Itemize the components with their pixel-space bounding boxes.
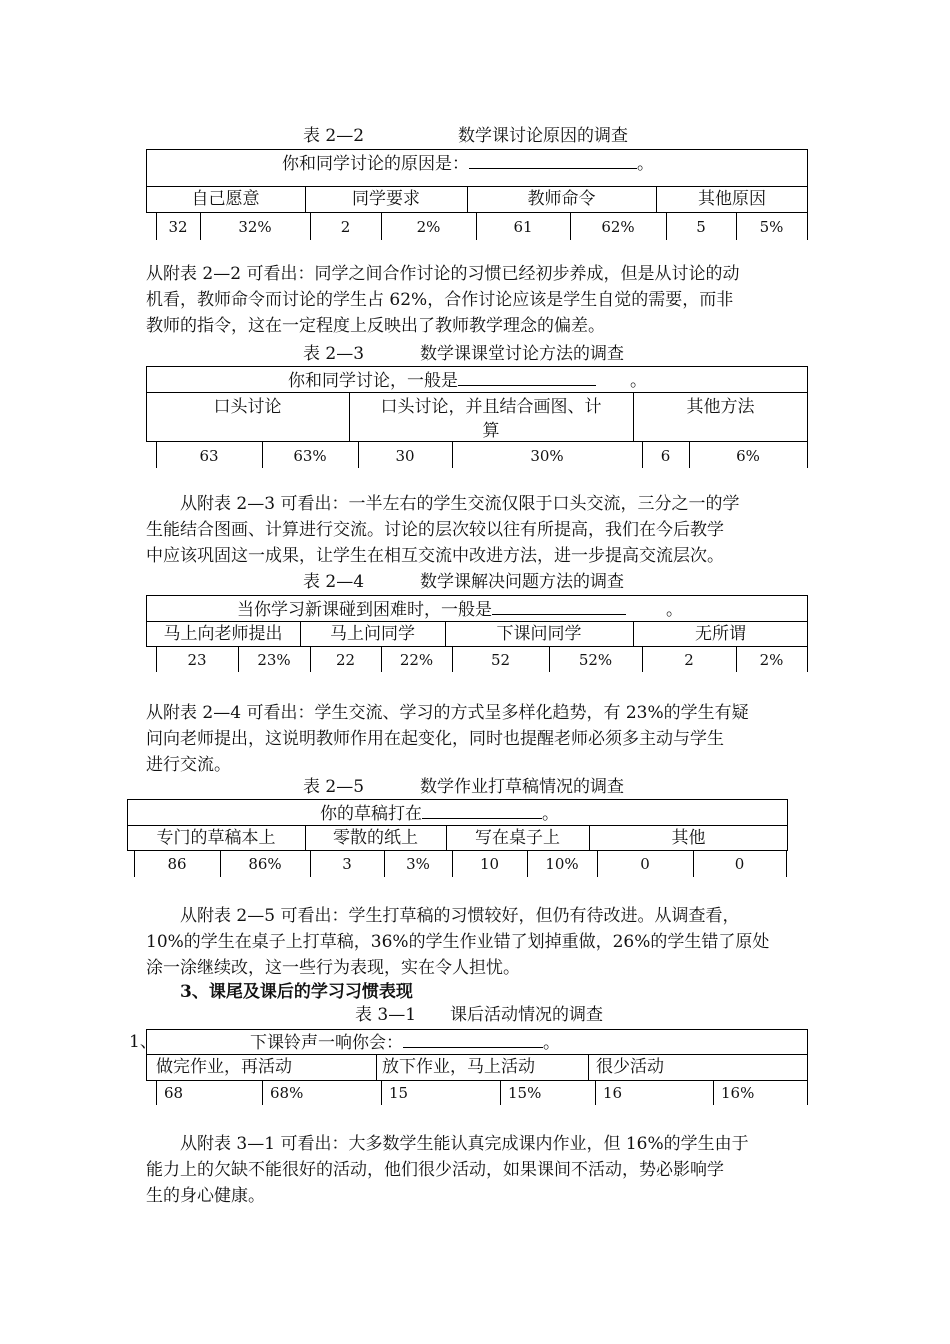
paragraph-line: 教师的指令，这在一定程度上反映出了教师教学理念的偏差。: [146, 316, 605, 336]
question-end: 。: [542, 804, 559, 824]
paragraph-line: 生的身心健康。: [146, 1186, 265, 1206]
value-cell: 63: [199, 447, 219, 465]
paragraph-table-2-2: [146, 261, 806, 339]
question-text: 你和同学讨论，一般是: [288, 371, 458, 391]
table-2-3-caption-number: 表 2—3: [303, 344, 365, 364]
paragraph-line: 生能结合图画、计算进行交流。讨论的层次较以往有所提高，我们在今后教学: [146, 520, 724, 540]
paragraph-line: 从附表 3—1 可看出：大多数学生能认真完成课内作业，但 16%的学生由于: [180, 1134, 749, 1154]
question-end: 。: [666, 600, 683, 620]
value-cell: 86%: [248, 855, 282, 873]
value-divider: [786, 851, 787, 877]
value-divider: [807, 647, 808, 672]
question-row: [320, 802, 559, 825]
table-3-1-caption-title: 课后活动情况的调查: [450, 1005, 603, 1025]
paragraph-line: 问向老师提出，这说明教师作用在起变化，同时也提醒老师必须多主动与学生: [146, 729, 724, 749]
table-divider: [146, 1054, 808, 1055]
value-cell: 61: [513, 218, 533, 236]
value-cell: 3: [342, 855, 352, 873]
header-cell: 口头讨论，并且结合画图、计: [380, 397, 602, 417]
value-cell: 32%: [238, 218, 272, 236]
table-2-4-caption-number: 表 2—4: [303, 572, 365, 592]
table-2-5-caption-title: 数学作业打草稿情况的调查: [420, 777, 624, 797]
value-cell: 62%: [601, 218, 635, 236]
header-cell: 零散的纸上: [333, 828, 418, 848]
value-cell: 32: [168, 218, 188, 236]
question-row: [250, 1031, 560, 1054]
value-cell: 52%: [578, 651, 613, 669]
paragraph-line: 从附表 2—5 可看出：学生打草稿的习惯较好，但仍有待改进。从调查看，: [180, 906, 740, 926]
value-cell: 30: [395, 447, 415, 465]
table-3-1-caption-number: 表 3—1: [355, 1005, 417, 1025]
header-cell: 同学要求: [352, 189, 420, 209]
question-text: 你的草稿打在: [320, 804, 422, 824]
question-end: 。: [630, 371, 647, 391]
header-cell-wrap: 算: [482, 421, 500, 441]
table-2-2-caption-number: 表 2—2: [303, 126, 365, 146]
question-end: 。: [637, 154, 654, 174]
paragraph-line: 中应该巩固这一成果，让学生在相互交流中改进方法，进一步提高交流层次。: [146, 546, 724, 566]
header-cell: 下课问同学: [496, 624, 582, 644]
question-text: 下课铃声一响你会：: [250, 1033, 403, 1053]
header-cell: 教师命令: [527, 189, 596, 209]
header-cell: 专门的草稿本上: [156, 828, 276, 848]
paragraph-line: 能力上的欠缺不能很好的活动，他们很少活动，如果课间不活动，势必影响学: [146, 1160, 724, 1180]
header-cell: 马上问同学: [330, 624, 415, 644]
question-row: [237, 598, 683, 621]
header-cell: 做完作业，再活动: [156, 1057, 292, 1077]
paragraph-line: 从附表 2—4 可看出：学生交流、学习的方式呈多样化趋势，有 23%的学生有疑: [146, 703, 749, 723]
value-cell: 86: [167, 855, 187, 873]
value-divider: [381, 1081, 382, 1105]
value-divider: [807, 442, 808, 468]
paragraph-line: 进行交流。: [146, 755, 231, 775]
value-cell: 22%: [399, 651, 434, 669]
answer-blank: [458, 369, 596, 386]
value-cell: 10: [479, 855, 500, 873]
paragraph-line: 从附表 2—2 可看出：同学之间合作讨论的习惯已经初步养成，但是从讨论的动: [146, 264, 740, 284]
value-divider: [807, 1081, 808, 1105]
header-cell: 其他: [671, 828, 706, 848]
value-cell: 2: [340, 218, 351, 236]
value-divider: [807, 213, 808, 240]
value-cell: 3%: [406, 855, 430, 873]
table-2-3-caption-title: 数学课课堂讨论方法的调查: [420, 344, 624, 364]
header-cell: 放下作业，马上活动: [382, 1057, 535, 1077]
table-divider: [127, 825, 788, 826]
value-cell: 15: [389, 1084, 409, 1102]
paragraph-table-3-1: [146, 1131, 806, 1209]
value-cell: 52: [490, 651, 511, 669]
value-cell: 23: [187, 651, 207, 669]
value-cell: 6: [660, 447, 671, 465]
paragraph-table-2-3: [146, 491, 806, 569]
paragraph-table-2-5: [146, 903, 806, 981]
value-cell: 0: [640, 855, 650, 873]
value-cell: 63%: [293, 447, 327, 465]
value-cell: 68%: [270, 1084, 304, 1102]
value-cell: 16: [603, 1084, 623, 1102]
value-divider: [500, 1081, 501, 1105]
table-2-4-caption-title: 数学课解决问题方法的调查: [420, 572, 624, 592]
value-cell: 0: [734, 855, 745, 873]
header-cell: 写在桌子上: [475, 828, 560, 848]
header-cell: 口头讨论: [213, 397, 282, 417]
value-divider: [595, 1081, 596, 1105]
paragraph-line: 机看，教师命令而讨论的学生占 62%，合作讨论应该是学生自觉的需要，而非: [146, 290, 734, 310]
value-divider: [156, 1081, 157, 1105]
header-cell: 其他原因: [698, 189, 766, 209]
header-cell: 马上向老师提出: [163, 624, 283, 644]
question-text: 当你学习新课碰到困难时，一般是: [237, 600, 492, 620]
header-cell: 自己愿意: [191, 189, 260, 209]
value-cell: 16%: [721, 1084, 755, 1102]
value-cell: 23%: [257, 651, 291, 669]
value-cell: 6%: [736, 447, 760, 465]
table-2-5-caption-number: 表 2—5: [303, 777, 365, 797]
value-cell: 2: [684, 651, 694, 669]
header-cell: 其他方法: [686, 397, 755, 417]
answer-blank: [403, 1031, 543, 1048]
question-end: 。: [543, 1033, 560, 1053]
header-cell: 无所谓: [695, 624, 746, 644]
value-cell: 10%: [545, 855, 579, 873]
question-text: 你和同学讨论的原因是：: [282, 154, 469, 174]
question-row: [288, 369, 647, 392]
value-divider: [262, 1081, 263, 1105]
paragraph-line: 从附表 2—3 可看出：一半左右的学生交流仅限于口头交流，三分之一的学: [180, 494, 740, 514]
table-2-2-caption-title: 数学课讨论原因的调查: [458, 126, 628, 146]
value-cell: 68: [164, 1084, 184, 1102]
paragraph-line: 10%的学生在桌子上打草稿，36%的学生作业错了划掉重做，26%的学生错了原处: [146, 932, 770, 952]
question-row: [282, 152, 654, 175]
answer-blank: [469, 152, 637, 169]
value-cell: 5: [696, 218, 706, 236]
table-divider: [146, 621, 808, 622]
value-divider: [713, 1081, 714, 1105]
value-cell: 2%: [759, 651, 784, 669]
value-cell: 22: [335, 651, 356, 669]
paragraph-table-2-4: [146, 700, 806, 778]
answer-blank: [422, 802, 542, 819]
column-divider: [588, 1054, 589, 1080]
header-cell: 很少活动: [596, 1057, 664, 1077]
column-divider: [376, 1054, 377, 1080]
paragraph-line: 涂一涂继续改，这一些行为表现，实在令人担忧。: [146, 958, 520, 978]
value-cell: 15%: [508, 1084, 542, 1102]
section-heading: 3、课尾及课后的学习习惯表现: [180, 982, 413, 1002]
value-cell: 5%: [759, 218, 784, 236]
value-cell: 2%: [416, 218, 441, 236]
table-divider: [146, 392, 808, 393]
value-cell: 30%: [530, 447, 564, 465]
answer-blank: [492, 598, 626, 615]
table-divider: [146, 186, 808, 187]
item-number: 1、: [129, 1032, 157, 1052]
